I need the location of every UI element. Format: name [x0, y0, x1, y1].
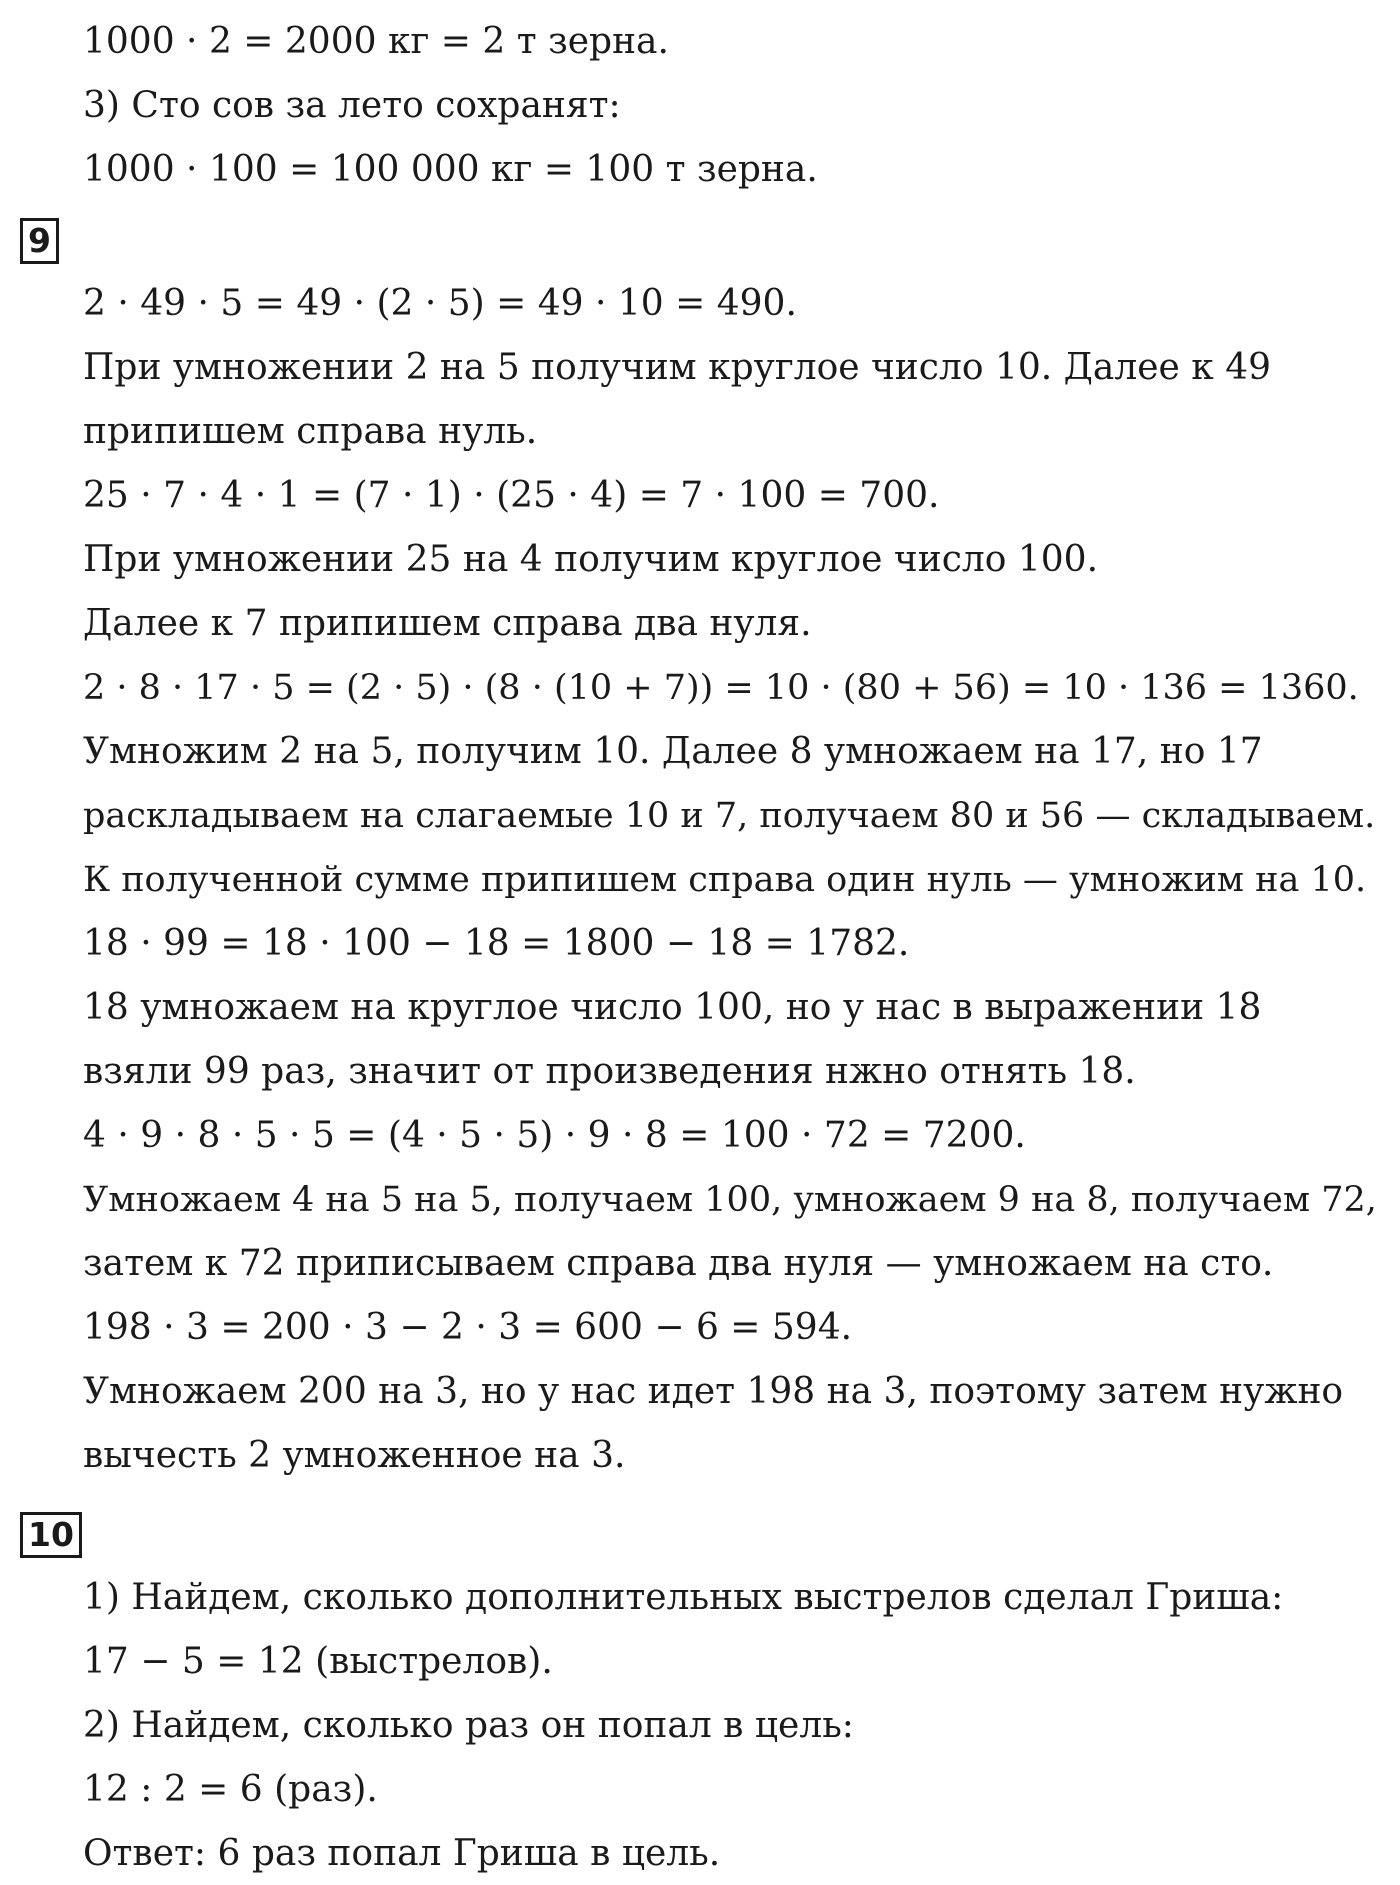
text-line: 3) Сто сов за лето сохранят: [83, 85, 621, 126]
text-line: 1000 · 2 = 2000 кг = 2 т зерна. [83, 21, 669, 62]
text-line: 2 · 8 · 17 · 5 = (2 · 5) · (8 · (10 + 7)) = 10 · (80 + 56) = 10 · 136 = 1360. [83, 668, 1359, 708]
text-line: Ответ: 6 раз попал Гриша в цель. [83, 1833, 721, 1874]
text-line: раскладываем на слагаемые 10 и 7, получаем 80 и 56 — складываем. [83, 796, 1376, 836]
text-line: Умножаем 200 на 3, но у нас идет 198 на 3, поэтому затем нужно [83, 1371, 1344, 1412]
text-line: 12 : 2 = 6 (раз). [83, 1769, 378, 1810]
text-line: 1000 · 100 = 100 000 кг = 100 т зерна. [83, 149, 818, 190]
text-line: При умножении 2 на 5 получим круглое число 10. Далее к 49 [83, 347, 1272, 388]
text-line: 18 · 99 = 18 · 100 − 18 = 1800 − 18 = 1782. [83, 923, 910, 964]
text-line: К полученной сумме припишем справа один нуль — умножим на 10. [83, 860, 1367, 900]
text-line: 2 · 49 · 5 = 49 · (2 · 5) = 49 · 10 = 490. [83, 283, 797, 324]
text-line: Умножим 2 на 5, получим 10. Далее 8 умножаем на 17, но 17 [83, 731, 1263, 772]
text-line: При умножении 25 на 4 получим круглое число 100. [83, 539, 1099, 580]
text-line: 25 · 7 · 4 · 1 = (7 · 1) · (25 · 4) = 7 · 100 = 700. [83, 475, 940, 516]
text-line: 17 − 5 = 12 (выстрелов). [83, 1641, 553, 1682]
text-line: 18 умножаем на круглое число 100, но у нас в выражении 18 [83, 987, 1262, 1028]
text-line: взяли 99 раз, значит от произведения нжно отнять 18. [83, 1051, 1136, 1092]
text-line: вычесть 2 умноженное на 3. [83, 1435, 626, 1476]
text-line: 4 · 9 · 8 · 5 · 5 = (4 · 5 · 5) · 9 · 8 = 100 · 72 = 7200. [83, 1115, 1026, 1156]
text-line: 2) Найдем, сколько раз он попал в цель: [83, 1705, 854, 1746]
text-line: 1) Найдем, сколько дополнительных выстрелов сделал Гриша: [83, 1577, 1284, 1618]
text-line: Далее к 7 припишем справа два нуля. [83, 603, 812, 644]
text-line: затем к 72 приписываем справа два нуля — умножаем на сто. [83, 1243, 1274, 1284]
task-number-10: 10 [20, 1512, 82, 1558]
task-number-9: 9 [20, 218, 59, 264]
text-line: припишем справа нуль. [83, 411, 538, 452]
text-line: Умножаем 4 на 5 на 5, получаем 100, умножаем 9 на 8, получаем 72, [83, 1180, 1377, 1220]
text-line: 198 · 3 = 200 · 3 − 2 · 3 = 600 − 6 = 594. [83, 1307, 853, 1348]
